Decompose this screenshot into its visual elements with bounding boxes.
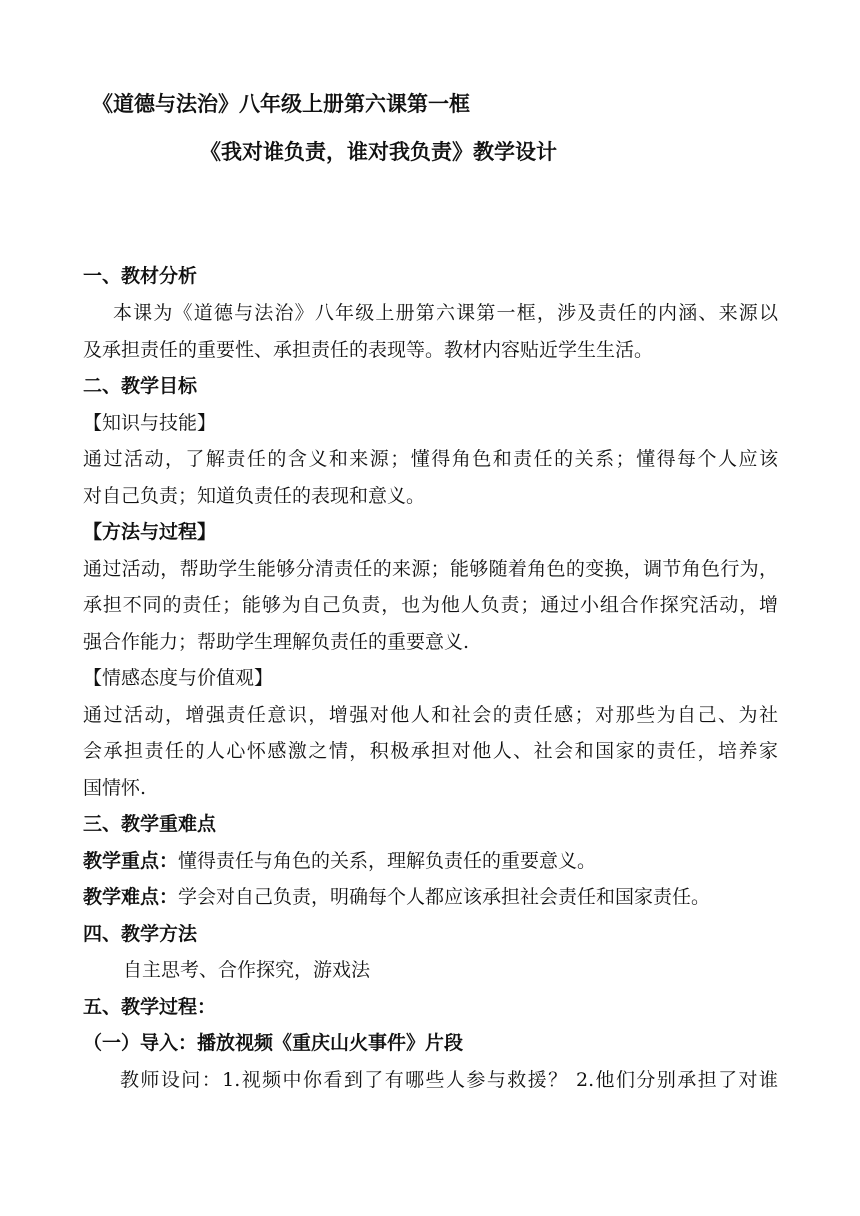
paragraph-line: 会承担责任的人心怀感激之情，积极承担对他人、社会和国家的责任，培养家: [83, 740, 778, 762]
paragraph-line: 强合作能力；帮助学生理解负责任的重要意义.: [83, 631, 470, 653]
subheading-knowledge-skills: 【知识与技能】: [83, 412, 217, 434]
paragraph-line: 及承担责任的重要性、承担责任的表现等。教材内容贴近学生生活。: [83, 339, 654, 361]
paragraph-line: 国情怀.: [83, 777, 147, 799]
section-heading-textbook-analysis: 一、教材分析: [83, 265, 198, 287]
teaching-methods-text: 自主思考、合作探究，游戏法: [123, 959, 371, 981]
subheading-emotion-values: 【情感态度与价值观】: [83, 667, 274, 689]
section-heading-teaching-goals: 二、教学目标: [83, 375, 198, 397]
paragraph-line: 通过活动，增强责任意识，增强对他人和社会的责任感；对那些为自己、为社: [83, 704, 778, 726]
paragraph-line: 通过活动，帮助学生能够分清责任的来源；能够随着角色的变换，调节角色行为，: [83, 558, 778, 580]
paragraph-line: 对自己负责；知道负责任的表现和意义。: [83, 485, 426, 507]
difficult-point-line: [83, 884, 783, 910]
subheading-method-process: 【方法与过程】: [83, 521, 217, 543]
difficult-point-text: 学会对自己负责，明确每个人都应该承担社会责任和国家责任。: [178, 886, 711, 908]
key-point-line: [83, 848, 783, 874]
paragraph-line: 承担不同的责任；能够为自己负责，也为他人负责；通过小组合作探究活动，增: [83, 594, 778, 616]
section-heading-teaching-process: 五、教学过程：: [83, 996, 217, 1018]
key-point-text: 懂得责任与角色的关系，理解负责任的重要意义。: [178, 850, 597, 872]
difficult-point-label: 教学难点：: [83, 886, 179, 908]
section-heading-teaching-methods: 四、教学方法: [83, 923, 198, 945]
document-title-line1: 《道德与法治》八年级上册第六课第一框: [92, 92, 470, 116]
paragraph-line: 本课为《道德与法治》八年级上册第六课第一框，涉及责任的内涵、来源以: [113, 302, 778, 324]
key-point-label: 教学重点：: [83, 850, 179, 872]
subheading-introduction: （一）导入：播放视频《重庆山火事件》片段: [83, 1032, 464, 1054]
paragraph-line: 通过活动，了解责任的含义和来源；懂得角色和责任的关系；懂得每个人应该: [83, 448, 778, 470]
paragraph-line: 教师设问：1.视频中你看到了有哪些人参与救援？ 2.他们分别承担了对谁: [120, 1069, 778, 1091]
section-heading-key-difficult-points: 三、教学重难点: [83, 813, 217, 835]
document-title-line2: 《我对谁负责，谁对我负责》教学设计: [200, 140, 557, 164]
